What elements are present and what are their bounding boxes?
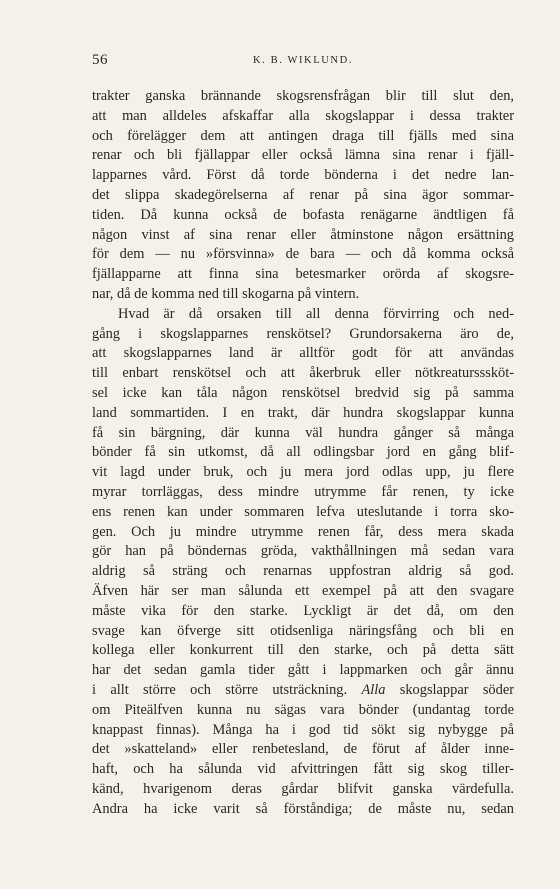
text-line: för dem — nu »försvinna» de bara — och då komma också [92, 246, 514, 263]
page-number: 56 [92, 52, 108, 68]
text-line: fjällapparne att finna sina betesmarker orörda af skogsre- [92, 266, 514, 283]
text-line: gång i skogslapparnes renskötsel? Grundorsakerna äro de, [92, 325, 514, 342]
text-line: vit lagd under bruk, och ju mera jord odlas upp, ju flere [92, 464, 514, 481]
text-line: gör han på böndernas gröda, vakthållningen må sedan vara [92, 543, 514, 560]
text-line: gen. Och ju mindre utrymme renen får, dess mera skada [92, 523, 514, 540]
text-line: aldrig så sträng och renarnas uppfostran aldrig så god. [92, 563, 514, 580]
text-line: det »skatteland» eller renbetesland, de förut af ålder inne- [92, 741, 514, 758]
text-line: Äfven här ser man sålunda ett exempel på att den svagare [92, 582, 514, 599]
running-head [92, 52, 514, 72]
text-line: trakter ganska brännande skogsrensfrågan blir till slut den, [92, 88, 514, 104]
text-segment: skogslappar söder [385, 681, 515, 698]
text-line: bönder få sin utkomst, då all odlingsbar jord en gång blif- [92, 444, 514, 461]
text-line: svage kan öfverge sitt otidsenliga näringsfång och bli en [92, 622, 514, 639]
text-line [92, 681, 514, 701]
text-line: Andra ha icke varit så förståndiga; de måste nu, sedan [92, 800, 514, 817]
text-line: har det sedan gamla tider gått i lappmarken och går ännu [92, 662, 514, 679]
text-line: ens renen kan under sommaren lefva uteslutande i torra sko- [92, 503, 514, 520]
text-line: myrar torrläggas, dess mindre utrymme får renen, ty icke [92, 483, 514, 500]
text-line: sel icke kan tåla någon renskötsel bredvid sig på samma [92, 384, 514, 401]
running-head-author: K. B. WIKLUND. [252, 55, 354, 66]
text-line: få sin bärgning, där kunna väl hundra gånger så många [92, 424, 514, 441]
text-line: måste vika för den starke. Lyckligt är det då, om den [92, 602, 514, 619]
text-line: nar, då de komma ned till skogarna på vintern. [92, 285, 360, 302]
text-line: knappast finnas). Många ha i god tid sökt sig nybygge på [92, 721, 514, 738]
text-line: det slippa skadegörelserna af renar på sina ägor sommar- [92, 186, 514, 203]
italic-emphasis: Alla [361, 681, 386, 698]
text-line: haft, och ha sålunda vid afvittringen fått sig skog tiller- [92, 761, 514, 778]
text-line: kollega eller konkurrent till den starke, och på detta sätt [92, 642, 514, 659]
text-line: att skogslapparnes land är alltför godt för att användas [92, 345, 514, 362]
text-line: känd, hvarigenom deras gårdar blifvit ganska värdefulla. [92, 780, 514, 797]
text-line: att man alldeles afskaffar alla skogslappar i dessa trakter [92, 107, 514, 124]
text-line: lapparnes vård. Först då torde bönderna i det nedre lan- [92, 167, 514, 184]
text-line: renar och bli fjällappar eller också lämna sina renar i fjäll- [92, 147, 514, 164]
text-line: tiden. Då kunna också de bofasta renägarne ändtligen få [92, 206, 514, 223]
text-line: om Piteälfven kunna nu sägas vara bönder (undantag torde [92, 701, 514, 718]
text-line: Hvad är då orsaken till all denna förvirring och ned- [118, 305, 514, 322]
text-line: och förelägger dem att antingen draga till fjälls med sina [92, 127, 514, 144]
body-text [92, 87, 514, 819]
text-line: till enbart renskötsel och att åkerbruk eller nötkreatursssköt- [92, 365, 514, 382]
text-line: land sommartiden. I en trakt, där hundra skogslappar kunna [92, 404, 514, 421]
text-segment: i allt större och större utsträckning. [92, 681, 362, 698]
text-line: någon vinst af sina renar eller åtminstone någon ersättning [92, 226, 514, 243]
